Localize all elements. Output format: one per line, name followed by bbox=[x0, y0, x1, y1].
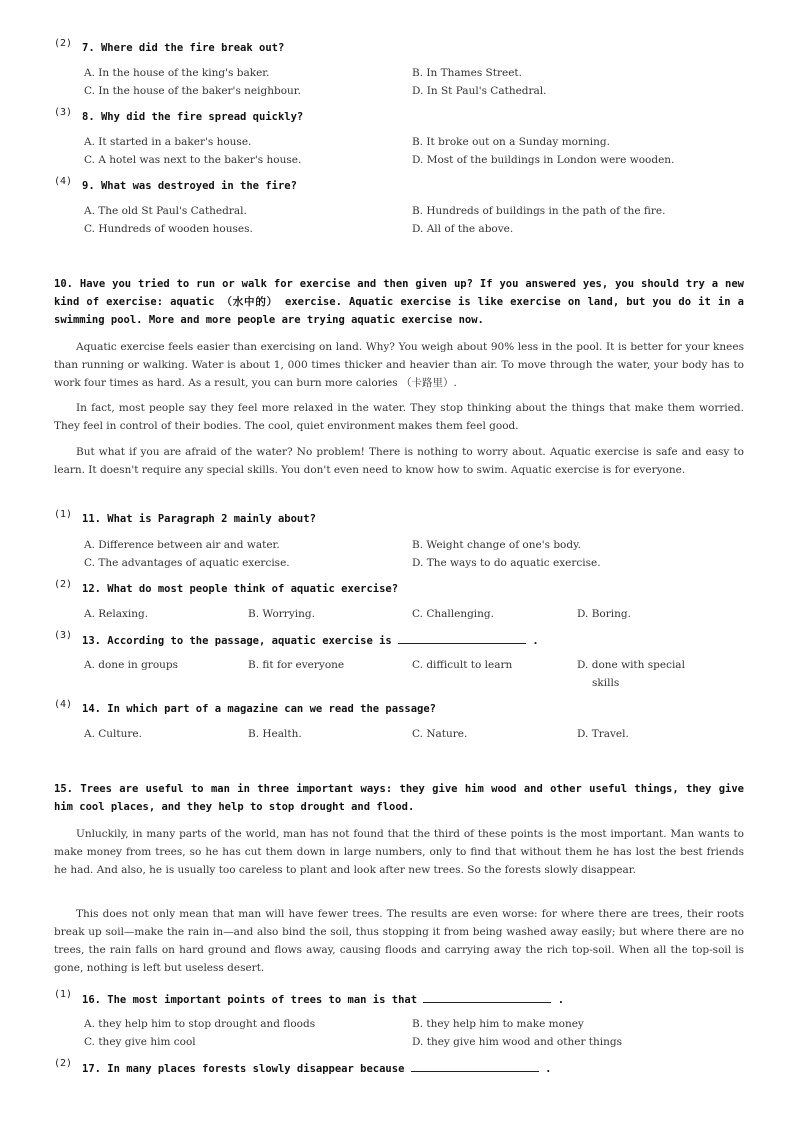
option-d[interactable]: D. Travel. bbox=[577, 728, 629, 740]
option-a[interactable]: A. Relaxing. bbox=[84, 608, 149, 620]
option-b[interactable]: B. Weight change of one's body. bbox=[412, 539, 581, 551]
question-number: (1) bbox=[54, 989, 73, 1000]
passage-intro: 15. Trees are useful to man in three important ways: they give him wood and other useful things, they give him cool places, and they help to stop drought and flood. bbox=[54, 783, 744, 813]
question-number: (4) bbox=[54, 699, 73, 710]
question-number: (2) bbox=[54, 579, 73, 590]
question-text: 14. In which part of a magazine can we read the passage? bbox=[82, 703, 437, 715]
question-number: (4) bbox=[54, 176, 73, 187]
option-a[interactable]: A. Culture. bbox=[84, 728, 142, 740]
question-text-end: . bbox=[545, 1063, 552, 1075]
option-b[interactable]: B. Health. bbox=[248, 728, 302, 740]
option-d[interactable]: D. The ways to do aquatic exercise. bbox=[412, 557, 601, 569]
option-b[interactable]: B. Hundreds of buildings in the path of the fire. bbox=[412, 205, 666, 217]
option-b[interactable]: B. Worrying. bbox=[248, 608, 315, 620]
option-b[interactable]: B. It broke out on a Sunday morning. bbox=[412, 136, 610, 148]
passage-paragraph: This does not only mean that man will have fewer trees. The results are even worse: for where there are trees, their roots break up soil—make the rain in—and also bind the soil, thus stopping it from being washed away easily; but where there are no trees, the rain falls on hard ground and flows away, causing floods and carrying away the rich top-soil. When all the top-soil is gone, nothing is left but useless desert. bbox=[54, 908, 744, 974]
question-number: (2) bbox=[54, 1058, 73, 1069]
question-text-body: 13. According to the passage, aquatic exercise is bbox=[82, 635, 392, 647]
question-number: (2) bbox=[54, 38, 73, 49]
option-d-continued: skills bbox=[592, 677, 620, 689]
question-text: 12. What do most people think of aquatic exercise? bbox=[82, 583, 399, 595]
passage-paragraph: Aquatic exercise feels easier than exercising on land. Why? You weigh about 90% less in the pool. It is better for your knees than running or walking. Water is about 1, 000 times thicker and heavier than air. To move through the water, your body has to work four times as hard. As a result, you can burn more calories （卡路里）. bbox=[54, 341, 744, 389]
question-text: 8. Why did the fire spread quickly? bbox=[82, 111, 304, 123]
option-c[interactable]: C. The advantages of aquatic exercise. bbox=[84, 557, 290, 569]
question-number: (3) bbox=[54, 107, 73, 118]
option-c[interactable]: C. they give him cool bbox=[84, 1036, 196, 1048]
question-text-body: 17. In many places forests slowly disappear because bbox=[82, 1063, 405, 1075]
question-number: (1) bbox=[54, 509, 73, 520]
passage-intro: 10. Have you tried to run or walk for exercise and then given up? If you answered yes, you should try a new kind of exercise: aquatic （水中的） exercise. Aquatic exercise is like exercise on land, but you do it in a swimming pool. More and more people are trying aquatic exercise now. bbox=[54, 278, 744, 326]
question-text bbox=[82, 1062, 551, 1075]
question-number: (3) bbox=[54, 630, 73, 641]
question-text: 7. Where did the fire break out? bbox=[82, 42, 285, 54]
question-text-end: . bbox=[557, 994, 565, 1006]
question-text: 9. What was destroyed in the fire? bbox=[82, 180, 297, 192]
option-c[interactable]: C. Nature. bbox=[412, 728, 468, 740]
option-d[interactable]: D. All of the above. bbox=[412, 223, 514, 235]
answer-blank[interactable] bbox=[398, 634, 526, 644]
option-d[interactable]: D. done with special bbox=[577, 659, 685, 671]
question-text bbox=[82, 634, 539, 647]
answer-blank[interactable] bbox=[411, 1062, 539, 1072]
option-a[interactable]: A. Difference between air and water. bbox=[84, 539, 280, 551]
option-a[interactable]: A. It started in a baker's house. bbox=[84, 136, 252, 148]
option-d[interactable]: D. Most of the buildings in London were wooden. bbox=[412, 154, 675, 166]
option-c[interactable]: C. Hundreds of wooden houses. bbox=[84, 223, 253, 235]
option-c[interactable]: C. A hotel was next to the baker's house. bbox=[84, 154, 302, 166]
passage-paragraph: But what if you are afraid of the water? No problem! There is nothing to worry about. Aquatic exercise is safe and easy to learn. It doesn't require any special skills. You don't even need to know how to swim. Aquatic exercise is for everyone. bbox=[54, 446, 744, 476]
option-b[interactable]: B. fit for everyone bbox=[248, 659, 345, 671]
answer-blank[interactable] bbox=[423, 993, 551, 1003]
option-d[interactable]: D. they give him wood and other things bbox=[412, 1036, 623, 1048]
option-a[interactable]: A. they help him to stop drought and floods bbox=[84, 1018, 316, 1030]
option-d[interactable]: D. In St Paul's Cathedral. bbox=[412, 85, 547, 97]
option-c[interactable]: C. Challenging. bbox=[412, 608, 494, 620]
option-b[interactable]: B. In Thames Street. bbox=[412, 67, 522, 79]
question-text bbox=[82, 993, 564, 1006]
option-a[interactable]: A. done in groups bbox=[84, 659, 179, 671]
passage-paragraph: Unluckily, in many parts of the world, man has not found that the third of these points is the most important. Man wants to make money from trees, so he has cut them down in large numbers, only to find that without them he has lost the best friends he had. And also, he is usually too careless to plant and look after new trees. So the forests slowly disappear. bbox=[54, 828, 744, 876]
passage-paragraph: In fact, most people say they feel more relaxed in the water. They stop thinking about the things that make them worried. They feel in control of their bodies. The cool, quiet environment makes them feel good. bbox=[54, 402, 744, 432]
question-text-body: 16. The most important points of trees to man is that bbox=[82, 994, 418, 1006]
question-text-end: . bbox=[532, 635, 539, 647]
option-b[interactable]: B. they help him to make money bbox=[412, 1018, 584, 1030]
option-a[interactable]: A. In the house of the king's baker. bbox=[84, 67, 270, 79]
option-a[interactable]: A. The old St Paul's Cathedral. bbox=[84, 205, 247, 217]
question-text: 11. What is Paragraph 2 mainly about? bbox=[82, 513, 316, 525]
option-c[interactable]: C. In the house of the baker's neighbour. bbox=[84, 85, 301, 97]
option-d[interactable]: D. Boring. bbox=[577, 608, 631, 620]
option-c[interactable]: C. difficult to learn bbox=[412, 659, 513, 671]
